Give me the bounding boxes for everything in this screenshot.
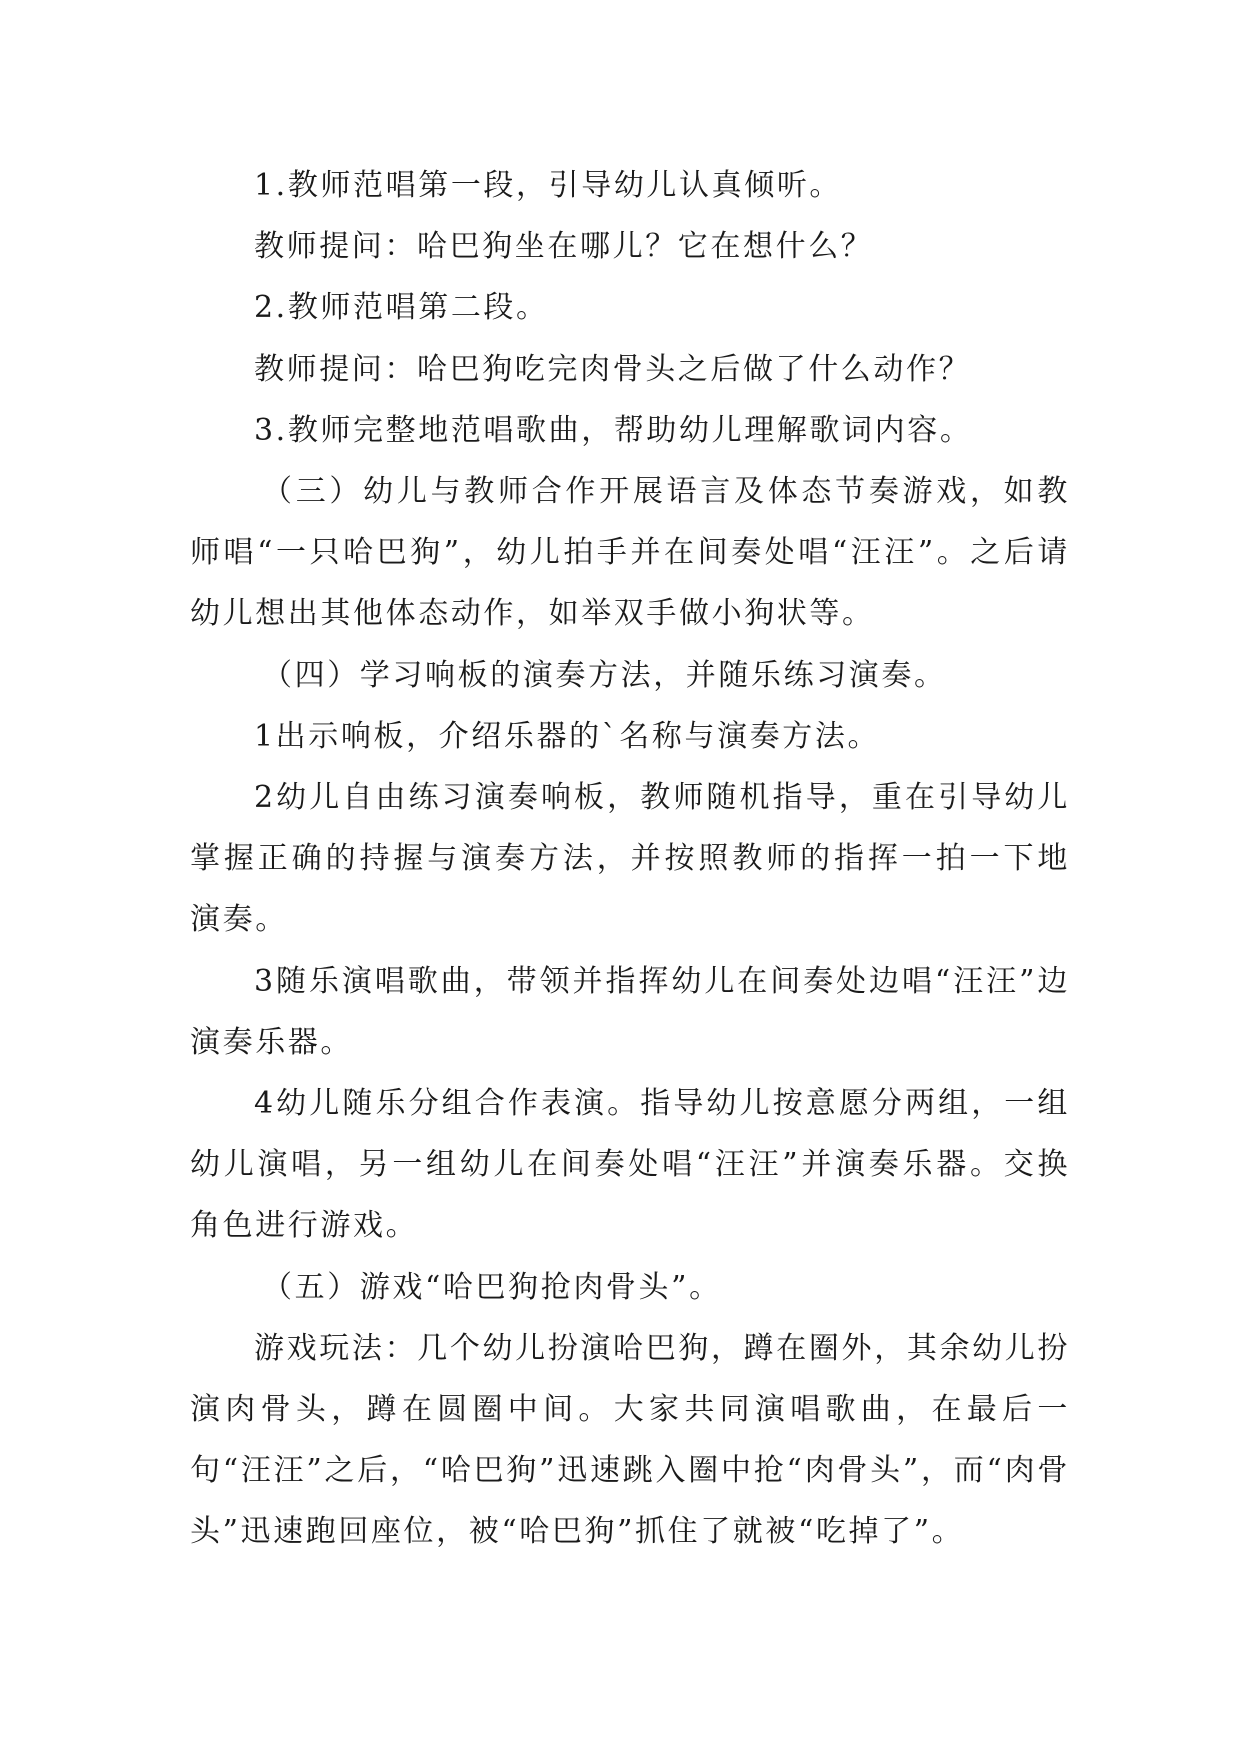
paragraph-section-4: （四）学习响板的演奏方法，并随乐练习演奏。 <box>262 657 947 693</box>
paragraph-step-1: 1.教师范唱第一段，引导幼儿认真倾听。 <box>254 168 843 203</box>
paragraph-item-2: 2幼儿自由练习演奏响板，教师随机指导，重在引导幼儿掌握正确的持握与演奏方法，并按照教师的指挥一拍一下地演奏。 <box>190 780 1070 938</box>
paragraph-section-3: （三）幼儿与教师合作开展语言及体态节奏游戏，如教师唱“一只哈巴狗”，幼儿拍手并在间奏处唱“汪汪”。之后请幼儿想出其他体态动作，如举双手做小狗状等。 <box>190 474 1070 632</box>
paragraph-step-2: 2.教师范唱第二段。 <box>254 290 549 326</box>
paragraph-step-3: 3.教师完整地范唱歌曲，帮助幼儿理解歌词内容。 <box>254 412 973 448</box>
paragraph-section-5: （五）游戏“哈巴狗抢肉骨头”。 <box>262 1269 722 1305</box>
paragraph-item-3: 3随乐演唱歌曲，带领并指挥幼儿在间奏处边唱“汪汪”边演奏乐器。 <box>190 963 1070 1060</box>
paragraph-question-1: 教师提问：哈巴狗坐在哪儿？它在想什么？ <box>254 229 874 265</box>
paragraph-item-1: 1出示响板，介绍乐器的`名称与演奏方法。 <box>254 718 881 754</box>
paragraph-item-4: 4幼儿随乐分组合作表演。指导幼儿按意愿分两组，一组幼儿演唱，另一组幼儿在间奏处唱“汪汪”并演奏乐器。交换角色进行游戏。 <box>190 1086 1070 1244</box>
paragraph-game-rules: 游戏玩法：几个幼儿扮演哈巴狗，蹲在圈外，其余幼儿扮演肉骨头，蹲在圆圈中间。大家共同演唱歌曲，在最后一句“汪汪”之后，“哈巴狗”迅速跳入圈中抢“肉骨头”，而“肉骨头”迅速跑回座位，被“哈巴狗”抓住了就被“吃掉了”。 <box>190 1330 1070 1550</box>
paragraph-question-2: 教师提问：哈巴狗吃完肉骨头之后做了什么动作？ <box>254 351 972 387</box>
document-body <box>190 155 1070 1563</box>
